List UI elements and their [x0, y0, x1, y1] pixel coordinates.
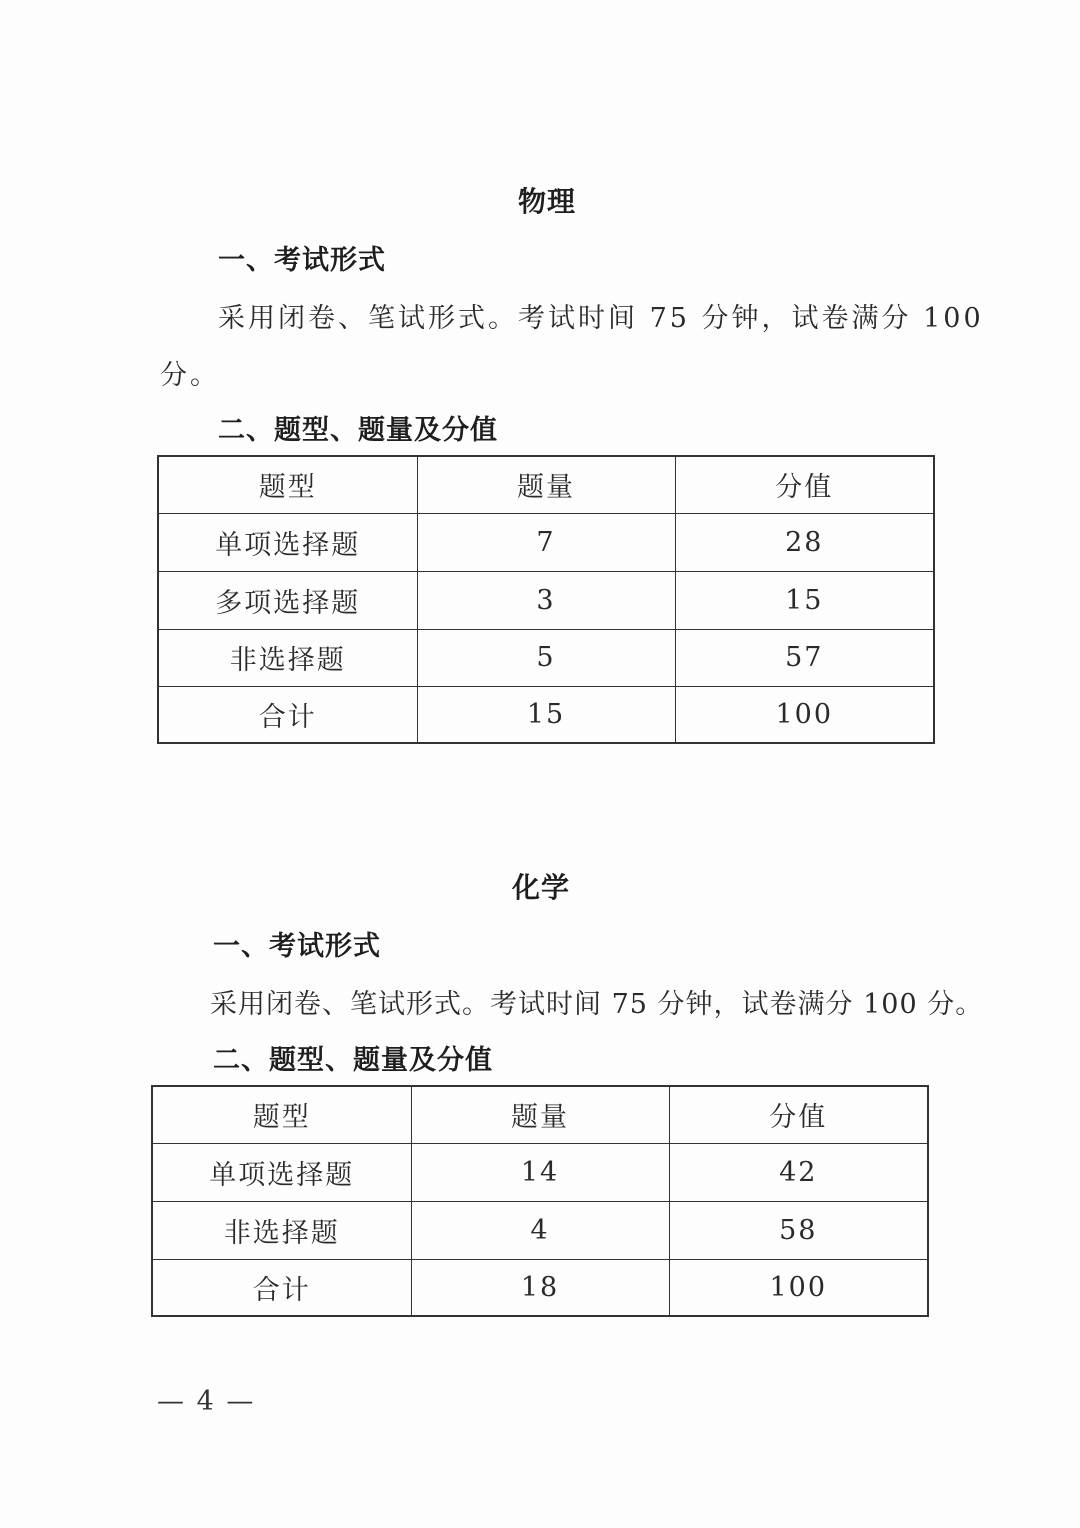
- header-cell-score: 分值: [669, 1086, 928, 1143]
- table-cell: 15: [417, 686, 675, 743]
- table-cell: 100: [669, 1259, 928, 1316]
- header-cell-question-count: 题量: [411, 1086, 669, 1143]
- physics-question-types-heading: 二、题型、题量及分值: [218, 415, 498, 446]
- table-cell: 15: [675, 571, 934, 629]
- table-cell: 4: [411, 1201, 669, 1259]
- table-row: [158, 571, 934, 629]
- physics-title: 物理: [518, 185, 577, 218]
- header-cell-question-count: 题量: [417, 456, 675, 513]
- table-row: [152, 1143, 928, 1201]
- chemistry-exam-format-text: 采用闭卷、笔试形式。考试时间 75 分钟，试卷满分 100 分。: [210, 989, 984, 1020]
- physics-exam-format-text-line2: 分。: [160, 360, 220, 391]
- table-cell: 100: [675, 686, 934, 743]
- table-cell: 5: [417, 629, 675, 686]
- table-row: [158, 513, 934, 571]
- table-cell: 18: [411, 1259, 669, 1316]
- table-cell: 28: [675, 513, 934, 571]
- table-cell: 3: [417, 571, 675, 629]
- chemistry-question-types-heading: 二、题型、题量及分值: [213, 1045, 493, 1076]
- table-cell: 14: [411, 1143, 669, 1201]
- table-cell: 57: [675, 629, 934, 686]
- table-cell: 58: [669, 1201, 928, 1259]
- physics-exam-format-text-line1: 采用闭卷、笔试形式。考试时间 75 分钟，试卷满分 100: [218, 303, 984, 334]
- chemistry-title: 化学: [512, 871, 571, 904]
- table-cell: 非选择题: [152, 1201, 411, 1259]
- table-row: [152, 1201, 928, 1259]
- header-cell-question-type: 题型: [152, 1086, 411, 1143]
- table-cell: 7: [417, 513, 675, 571]
- table-row: [152, 1259, 928, 1316]
- table-cell: 42: [669, 1143, 928, 1201]
- physics-score-table: [157, 455, 935, 744]
- chemistry-exam-format-heading: 一、考试形式: [213, 931, 381, 962]
- table-cell: 单项选择题: [158, 513, 417, 571]
- physics-exam-format-heading: 一、考试形式: [218, 245, 386, 276]
- page-number: — 4 —: [157, 1386, 256, 1417]
- table-cell: 合计: [158, 686, 417, 743]
- table-header-row: [158, 456, 934, 513]
- table-cell: 多项选择题: [158, 571, 417, 629]
- table-cell: 合计: [152, 1259, 411, 1316]
- table-cell: 非选择题: [158, 629, 417, 686]
- header-cell-question-type: 题型: [158, 456, 417, 513]
- table-row: [158, 686, 934, 743]
- header-cell-score: 分值: [675, 456, 934, 513]
- table-header-row: [152, 1086, 928, 1143]
- table-cell: 单项选择题: [152, 1143, 411, 1201]
- table-row: [158, 629, 934, 686]
- chemistry-score-table: [151, 1085, 929, 1317]
